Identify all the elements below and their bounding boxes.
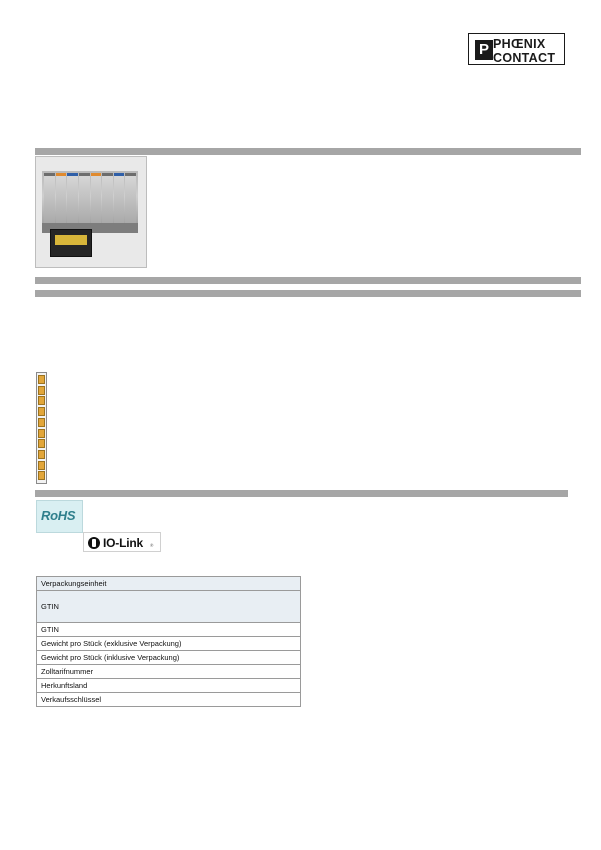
connector-pin [38,429,45,438]
connector-pin-strip [36,372,47,484]
table-row [37,623,301,637]
logo-wordmark [493,38,555,64]
phoenix-contact-logo [468,33,565,65]
module-segment [44,173,55,225]
table-row [37,693,301,707]
table-cell-label: Verkaufsschlüssel [37,693,301,707]
section-bar-middle-2 [35,290,581,297]
connector-pin [38,418,45,427]
section-bar-top [35,148,581,155]
io-link-badge [83,532,161,552]
section-bar-lower [35,490,568,497]
module-segment [67,173,78,225]
logo-line-2: CONTACT [493,50,556,65]
packaging-data-table [36,576,301,707]
table-row [37,679,301,693]
connector-pin [38,375,45,384]
table-cell-label: Gewicht pro Stück (inklusive Verpackung) [37,651,301,665]
table-row [37,637,301,651]
table-row [37,665,301,679]
table-cell-label: Verpackungseinheit [37,577,301,591]
table-row [37,577,301,591]
logo-line-1: PHŒNIX [493,37,546,51]
table-cell-label: Gewicht pro Stück (exklusive Verpackung) [37,637,301,651]
module-segment [102,173,113,225]
io-link-icon [88,537,100,549]
table-row [37,651,301,665]
module-row [44,173,136,225]
module-segment [79,173,90,225]
table-cell-label: Zolltarifnummer [37,665,301,679]
table-row [37,591,301,623]
io-link-label: IO-Link [103,536,143,550]
connector-contact-face [55,235,87,245]
module-segment [56,173,67,225]
logo-inner [471,36,562,65]
table-cell-label: GTIN [37,591,301,623]
rohs-label: RoHS [41,508,76,523]
module-segment [114,173,125,225]
table-cell-label: Herkunftsland [37,679,301,693]
connector-pin [38,450,45,459]
section-bar-middle [35,277,581,284]
module-segment [91,173,102,225]
product-photo [35,156,147,268]
connector-pin [38,396,45,405]
rohs-badge [36,500,83,533]
module-segment [125,173,136,225]
connector-pin [38,439,45,448]
packaging-data-table-body [37,577,301,707]
logo-mark-icon: P [475,40,493,60]
connector-pin [38,461,45,470]
table-cell-label: GTIN [37,623,301,637]
connector-plug [50,229,92,257]
io-link-trademark: ® [150,543,154,548]
connector-pin [38,407,45,416]
connector-pin [38,386,45,395]
connector-pin [38,471,45,480]
